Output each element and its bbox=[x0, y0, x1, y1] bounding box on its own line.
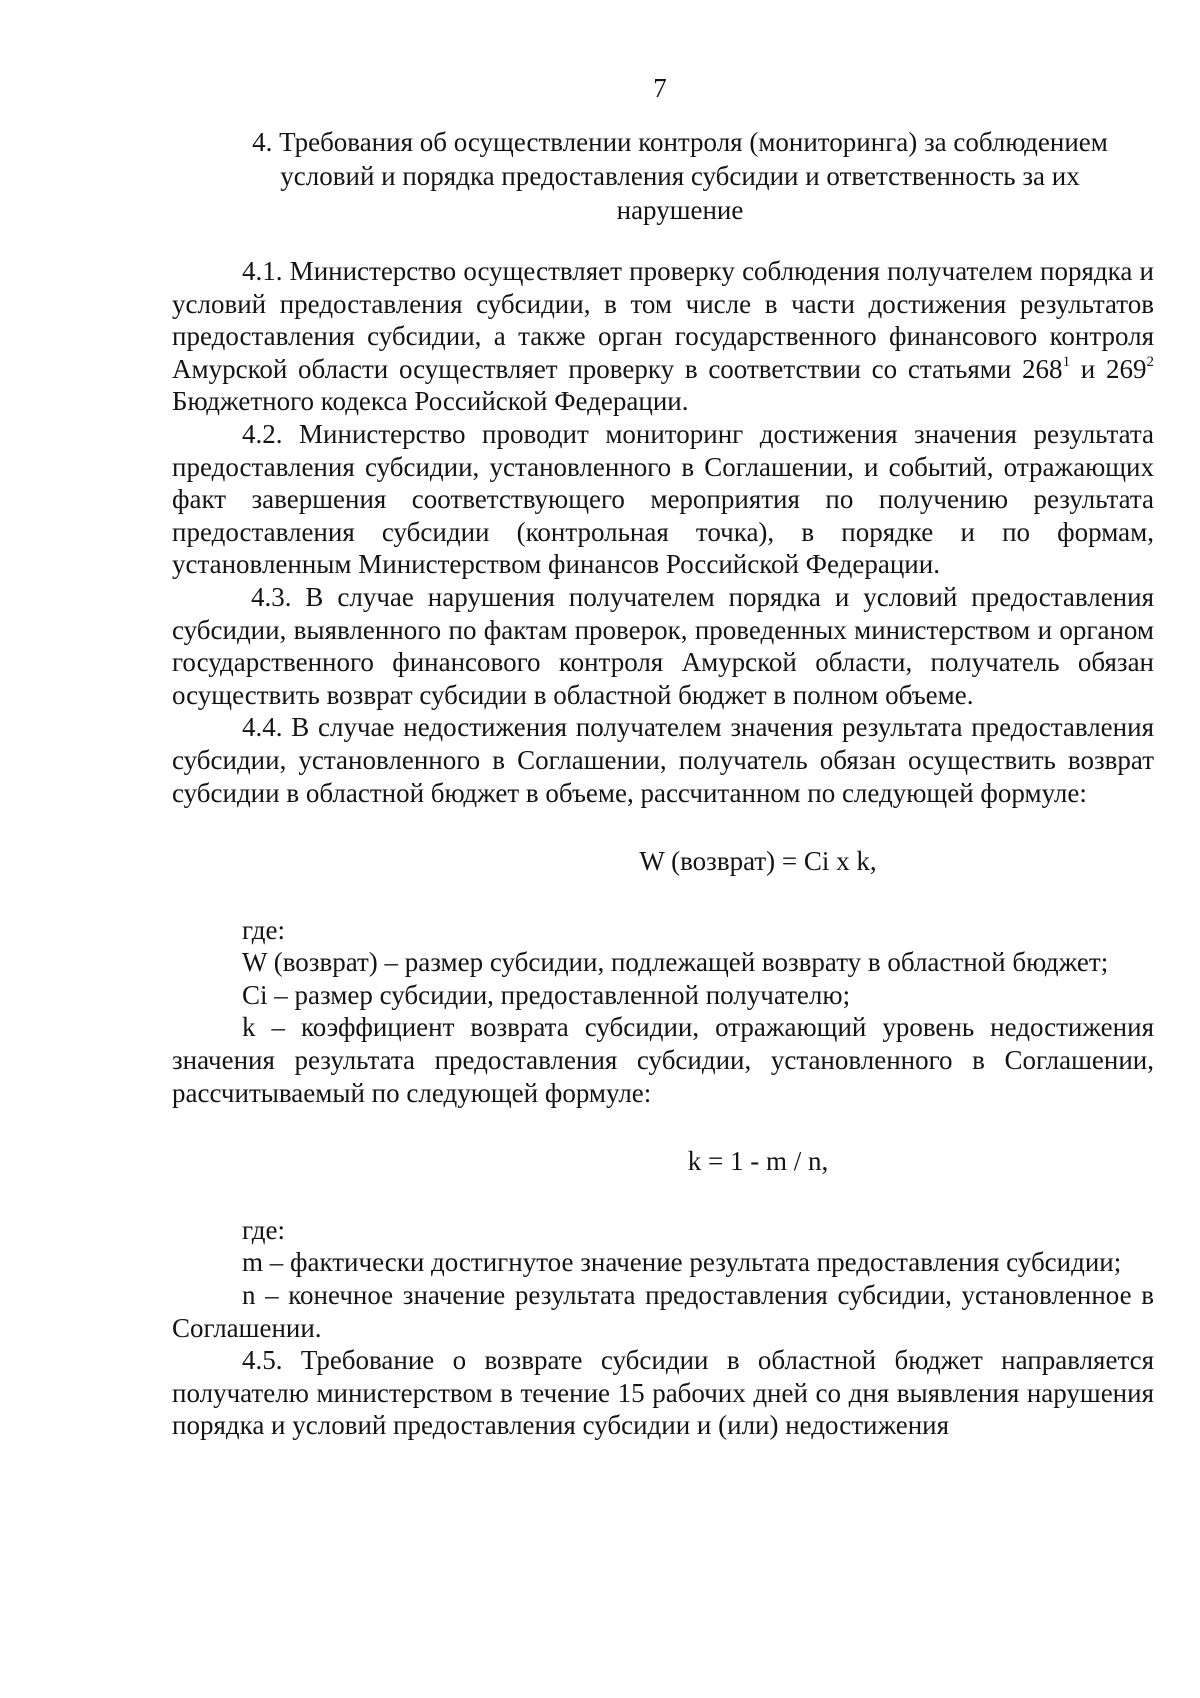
definition-w: W (возврат) – размер субсидии, подлежащей возврату в областной бюджет; bbox=[242, 947, 1109, 978]
paragraph-4-1-text-a: 4.1. Министерство осуществляет проверку соблюдения получателем порядка и условий предоставления субсидии, в том числе в части достижения результатов предоставления субсидии, а также орган государственного финансового контроля Амурской области осуществляет проверку в соответствии со статьями 268 bbox=[172, 256, 1154, 384]
definition-k: k – коэффициент возврата субсидии, отражающий уровень недостижения значения результата предоставления субсидии, установленного в Соглашении, рассчитываемый по следующей формуле: bbox=[172, 1012, 1154, 1108]
footnote-superscript-1: 1 bbox=[1062, 353, 1071, 370]
paragraph-4-1 bbox=[172, 255, 1154, 418]
section-heading-line-2: условий и порядка предоставления субсидии и ответственность за их bbox=[280, 161, 1080, 191]
paragraph-4-3: 4.3. В случае нарушения получателем порядка и условий предоставления субсидии, выявленного по фактам проверок, проведенных министерством и органом государственного финансового контроля Амурской области, получатель обязан осуществить возврат субсидии в областной бюджет в полном объеме. bbox=[172, 581, 1154, 710]
paragraph-4-1-text-c: Бюджетного кодекса Российской Федерации. bbox=[172, 386, 689, 417]
document-body bbox=[172, 255, 1154, 1442]
section-heading-line-3: нарушение bbox=[616, 195, 744, 225]
where-label-1: где: bbox=[242, 914, 285, 945]
paragraph-4-5: 4.5. Требование о возврате субсидии в областной бюджет направляется получателю министерством в течение 15 рабочих дней со дня выявления нарушения порядка и условий предоставления субсидии и (или) недостижения bbox=[172, 1345, 1154, 1441]
paragraph-4-4: 4.4. В случае недостижения получателем значения результата предоставления субсидии, установленного в Соглашении, получатель обязан осуществить возврат субсидии в областной бюджет в объеме, рассчитанном по следующей формуле: bbox=[172, 712, 1154, 808]
section-heading-line-1: 4. Требования об осуществлении контроля (мониторинга) за соблюдением bbox=[252, 127, 1108, 157]
paragraph-4-2: 4.2. Министерство проводит мониторинг достижения значения результата предоставления субсидии, установленного в Соглашении, и событий, отражающих факт завершения соответствующего мероприятия по получению результата предоставления субсидии (контрольная точка), в порядке и по формам, установленным Министерством финансов Российской Федерации. bbox=[172, 418, 1154, 580]
where-label-2: где: bbox=[242, 1214, 285, 1245]
definition-ci: Ci – размер субсидии, предоставленной получателю; bbox=[242, 979, 851, 1010]
page-number: 7 bbox=[653, 73, 667, 103]
formula-return-amount: W (возврат) = Ci x k, bbox=[639, 846, 877, 877]
footnote-superscript-2: 2 bbox=[1146, 353, 1154, 370]
formula-coefficient: k = 1 - m / n, bbox=[687, 1146, 829, 1177]
section-heading bbox=[230, 125, 1130, 227]
definition-m: m – фактически достигнутое значение результата предоставления субсидии; bbox=[242, 1247, 1122, 1278]
paragraph-4-1-text-b: и 269 bbox=[1070, 353, 1147, 384]
definition-n: n – конечное значение результата предоставления субсидии, установленное в Соглашении. bbox=[172, 1280, 1154, 1343]
